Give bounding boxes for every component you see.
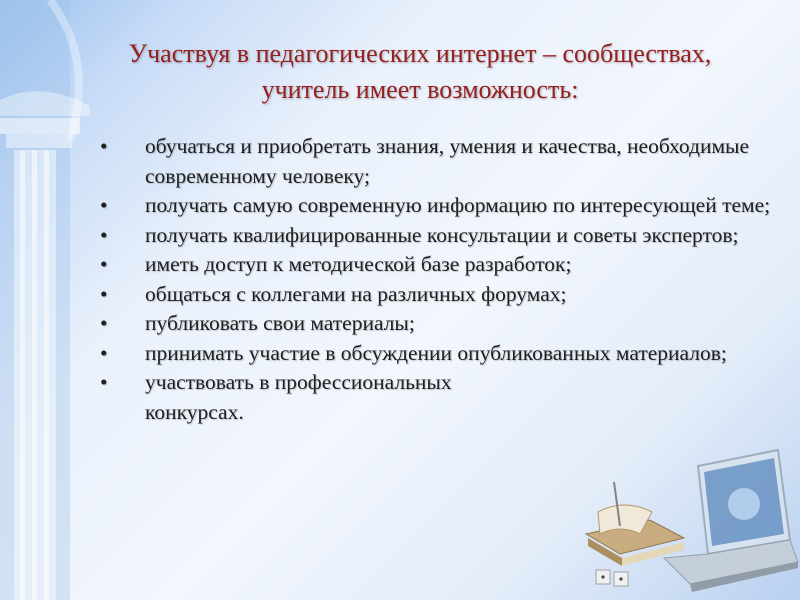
bullet-marker: • — [100, 134, 108, 158]
bullet-text: обучаться и приобретать знания, умения и качества, необходимые современному человеку; — [145, 134, 750, 188]
bullet-marker: • — [100, 193, 108, 217]
bullet-marker: • — [100, 370, 108, 394]
bullet-text: общаться с коллегами на различных форумах; — [145, 281, 567, 306]
bullet-list — [98, 132, 778, 427]
title-line-2: учитель имеет возможность: — [261, 75, 579, 104]
bullet-text: получать самую современную информацию по интересующей теме; — [145, 193, 771, 217]
bullet-marker: • — [100, 252, 108, 276]
slide-title — [40, 36, 800, 108]
bullet-item — [98, 339, 778, 369]
bullet-item — [98, 191, 778, 221]
title-line-1: Участвуя в педагогических интернет – сообществах, — [128, 39, 712, 68]
bullet-item — [98, 368, 545, 427]
bullet-text: принимать участие в обсуждении опубликованных материалов; — [145, 340, 727, 365]
bullet-item — [98, 280, 778, 310]
bullet-item — [98, 309, 778, 339]
bullet-text: получать квалифицированные консультации и советы экспертов; — [145, 222, 739, 247]
bullet-text: публиковать свои материалы; — [145, 311, 415, 335]
bullet-marker: • — [100, 311, 108, 335]
bullet-item — [98, 250, 778, 280]
bullet-text: иметь доступ к методической базе разработок; — [145, 252, 572, 276]
bullet-item — [98, 221, 778, 251]
bullet-marker: • — [100, 222, 108, 247]
laptop-with-books-icon — [580, 442, 800, 600]
bullet-text: участвовать в профессиональных конкурсах. — [145, 370, 452, 424]
bullet-item — [98, 132, 778, 191]
bullet-marker: • — [100, 340, 108, 365]
bullet-marker: • — [100, 281, 108, 306]
